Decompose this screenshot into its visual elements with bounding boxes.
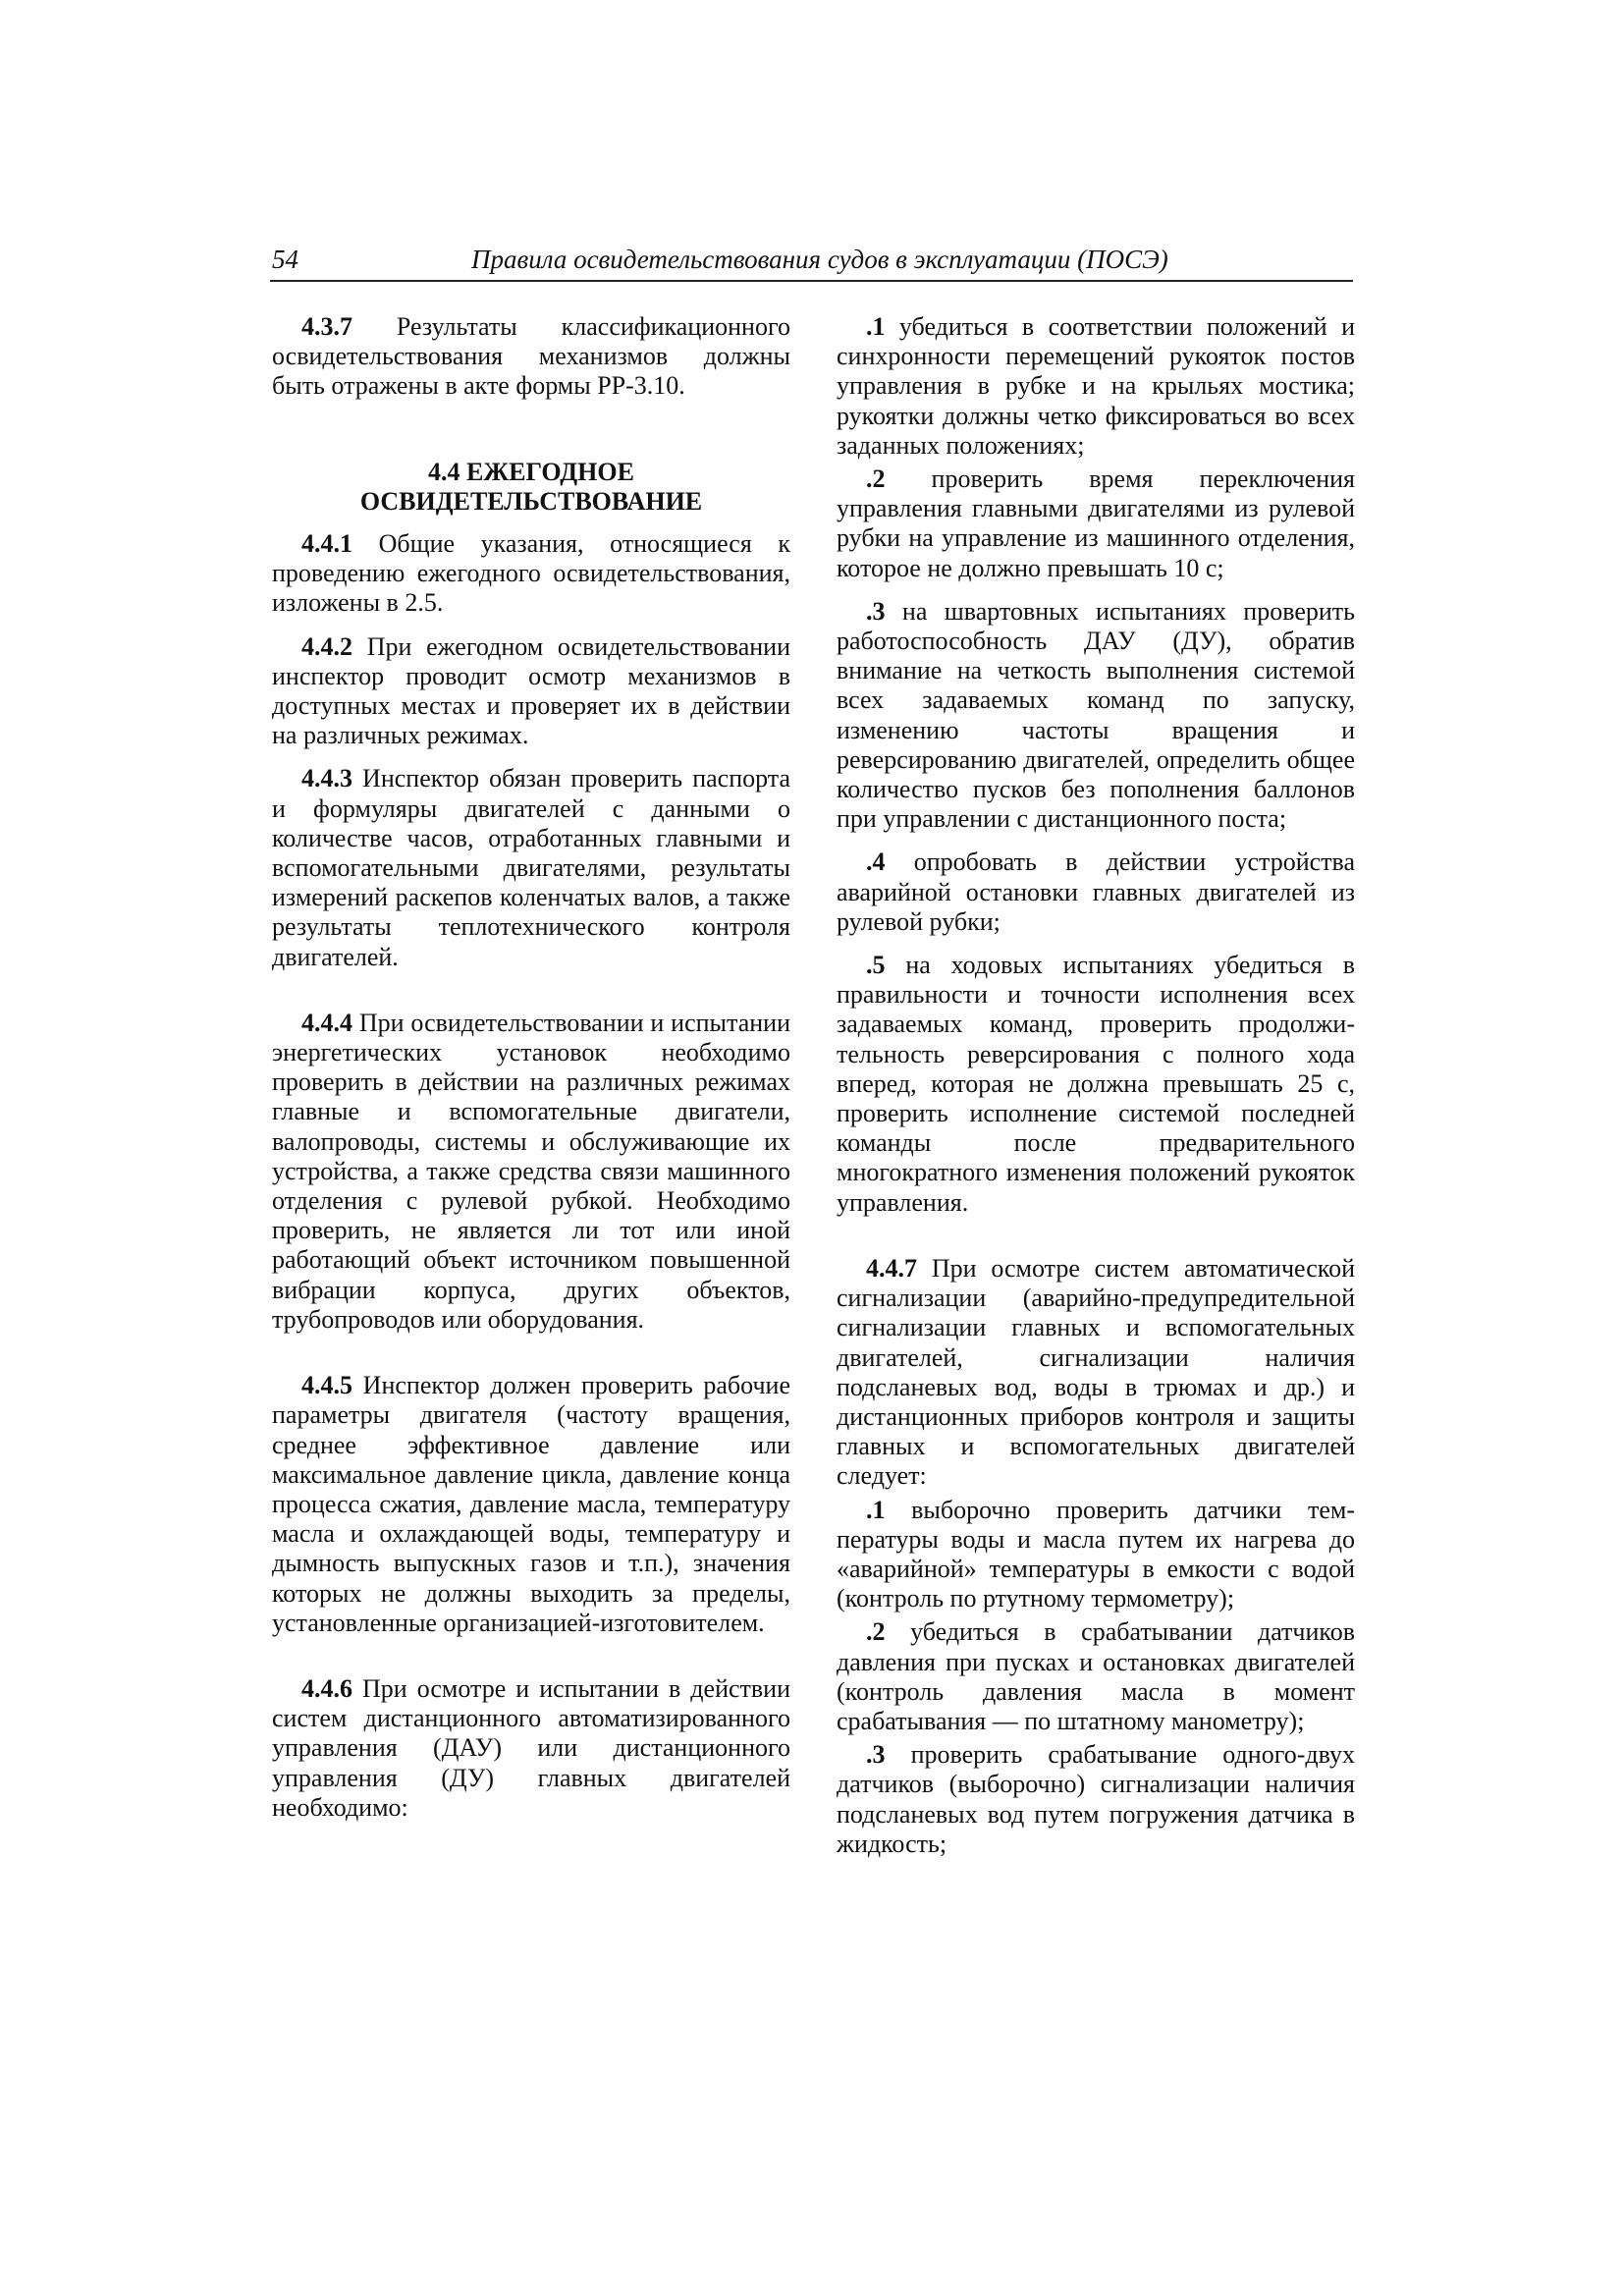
sub-item-1 bbox=[837, 1496, 1355, 1614]
paragraph-text: Инспектор обязан проверить паспорта и формуляры двигателей с данными о количестве часов, отработанных главными и вспомогательными двигателями, результаты измерений раскепов коленчатых валов, а также результаты теплотехнического контроля двигателей. bbox=[272, 764, 790, 971]
list-item-number: .4 bbox=[866, 847, 886, 877]
running-title: Правила освидетельствования судов в эксплуатации (ПОСЭ) bbox=[471, 245, 1168, 274]
paragraph-number: 4.4.5 bbox=[301, 1371, 352, 1400]
paragraph-4-3-7 bbox=[272, 312, 790, 402]
paragraph-4-4-1 bbox=[272, 529, 790, 619]
sub-item-3 bbox=[837, 1740, 1355, 1859]
paragraph-text: Результаты классификационного освидетельствования механизмов должны быть отражены в акте формы РР-3.10. bbox=[272, 312, 790, 401]
list-item-number: .5 bbox=[866, 951, 886, 980]
list-item-1 bbox=[837, 312, 1355, 461]
paragraph-4-4-3 bbox=[272, 764, 790, 971]
sub-item-text: проверить срабатывание одного-двух датчиков (выборочно) сигнализации наличия подсланевых вод путем погружения датчика в жидкость; bbox=[837, 1740, 1355, 1858]
section-heading-line-2: ОСВИДЕТЕЛЬСТВОВАНИЕ bbox=[359, 486, 703, 516]
paragraph-number: 4.4.4 bbox=[301, 1008, 352, 1037]
paragraph-text: При осмотре и испытании в действии систем дистанционного автоматизированного управления (ДАУ) или дистанционного управления (ДУ) главных двигателей необходимо: bbox=[272, 1673, 790, 1822]
list-item-text: убедиться в соответствии положений и синхронности перемещений рукояток постов управления в рубке и на крыльях мостика; рукоятки должны четко фиксироваться во всех заданных положениях; bbox=[837, 312, 1355, 460]
paragraph-number: 4.3.7 bbox=[301, 312, 352, 341]
sub-item-text: выборочно проверить датчики температуры воды и масла путем их нагрева до «аварийной» температуры в емкости с водой (контроль по ртутному термометру); bbox=[837, 1495, 1355, 1613]
list-item-number: .2 bbox=[866, 465, 886, 494]
list-item-2 bbox=[837, 465, 1355, 583]
paragraph-number: 4.4.3 bbox=[301, 764, 352, 793]
sub-item-text: убедиться в срабатывании датчиков давления при пусках и остановках двигателей (контроль давления масла в момент срабатывания — по штатному манометру); bbox=[837, 1617, 1355, 1735]
paragraph-4-4-6 bbox=[272, 1674, 790, 1823]
sub-item-2 bbox=[837, 1617, 1355, 1736]
list-item-text: на швартовных испытаниях проверить работоспособность ДАУ (ДУ), обратив внимание на четкость выполнения системой всех задаваемых команд по запуску, изменению частоты вращения и реверсированию двигателей, определить общее количество пусков без пополнения баллонов при управлении с дистанционного поста; bbox=[837, 596, 1355, 834]
paragraph-4-4-7 bbox=[837, 1254, 1355, 1492]
left-column bbox=[272, 312, 790, 1823]
paragraph-text: Инспектор должен проверить рабочие параметры двигателя (частоту вращения, среднее эффективное давление или максимальное давление цикла, давление конца процесса сжатия, давление масла, температуру масла и охлаждающей воды, температуру и дымность выпускных газов и т.п.), значения которых не должны выходить за пределы, установленные организацией-изготовителем. bbox=[272, 1371, 790, 1637]
list-item-number: .1 bbox=[866, 312, 886, 341]
list-item-text: опробовать в действии устройства аварийной остановки главных двигателей из рулевой рубки; bbox=[837, 847, 1355, 936]
paragraph-number: 4.4.1 bbox=[301, 529, 352, 559]
paragraph-4-4-5 bbox=[272, 1371, 790, 1638]
running-header bbox=[270, 239, 1353, 282]
paragraph-4-4-2 bbox=[272, 632, 790, 751]
list-item-text: проверить время переключения управления главными двигателями из рулевой рубки на управление из машинного отделения, которое не должно превышать 10 с; bbox=[837, 465, 1355, 582]
paragraph-text: При осмотре систем автоматической сигнализации (аварийно-предупредительной сигнализации главных и вспомогательных двигателей, сигнализации наличия подсланевых вод, воды в трюмах и др.) и дистанционных приборов контроля и защиты главных и вспомогательных двигателей следует: bbox=[837, 1253, 1355, 1491]
page-number: 54 bbox=[272, 245, 298, 274]
sub-item-number: .1 bbox=[866, 1495, 886, 1524]
list-item-4 bbox=[837, 847, 1355, 937]
section-heading-line-1: 4.4 ЕЖЕГОДНОЕ bbox=[428, 457, 634, 486]
list-item-5 bbox=[837, 951, 1355, 1218]
list-item-3 bbox=[837, 597, 1355, 835]
right-column bbox=[837, 312, 1355, 1859]
sub-item-number: .3 bbox=[866, 1740, 886, 1770]
paragraph-text: При освидетельствовании и испытании энергетических установок необходимо проверить в действии на различных режимах главные и вспомогательные двигатели, валопроводы, системы и обслуживающие их устройства, а также средства связи машинного отделения с рулевой рубкой. Необходимо проверить, не является ли тот или иной работающий объект источником повышенной вибрации корпуса, других объектов, трубопроводов или оборудования. bbox=[272, 1008, 790, 1334]
section-heading-4-4 bbox=[272, 458, 790, 517]
sub-item-number: .2 bbox=[866, 1617, 886, 1647]
paragraph-number: 4.4.6 bbox=[301, 1673, 352, 1703]
paragraph-text: При ежегодном освидетельствовании инспектор проводит осмотр механизмов в доступных местах и проверяет их в действии на различных режимах. bbox=[272, 631, 790, 750]
paragraph-text: Общие указания, относящиеся к проведению ежегодного освидетельствования, изложены в 2.5. bbox=[272, 529, 790, 618]
list-item-number: .3 bbox=[866, 596, 886, 626]
list-item-text: на ходовых испытаниях убедиться в правильности и точности исполнения всех задаваемых команд, проверить продолжительность реверсирования с полного хода вперед, которая не должна превышать 25 с, проверить исполнение системой последней команды после предварительного многократного изменения положений рукояток управления. bbox=[837, 951, 1355, 1217]
paragraph-number: 4.4.7 bbox=[866, 1253, 917, 1283]
paragraph-4-4-4 bbox=[272, 1009, 790, 1335]
paragraph-number: 4.4.2 bbox=[301, 631, 352, 661]
